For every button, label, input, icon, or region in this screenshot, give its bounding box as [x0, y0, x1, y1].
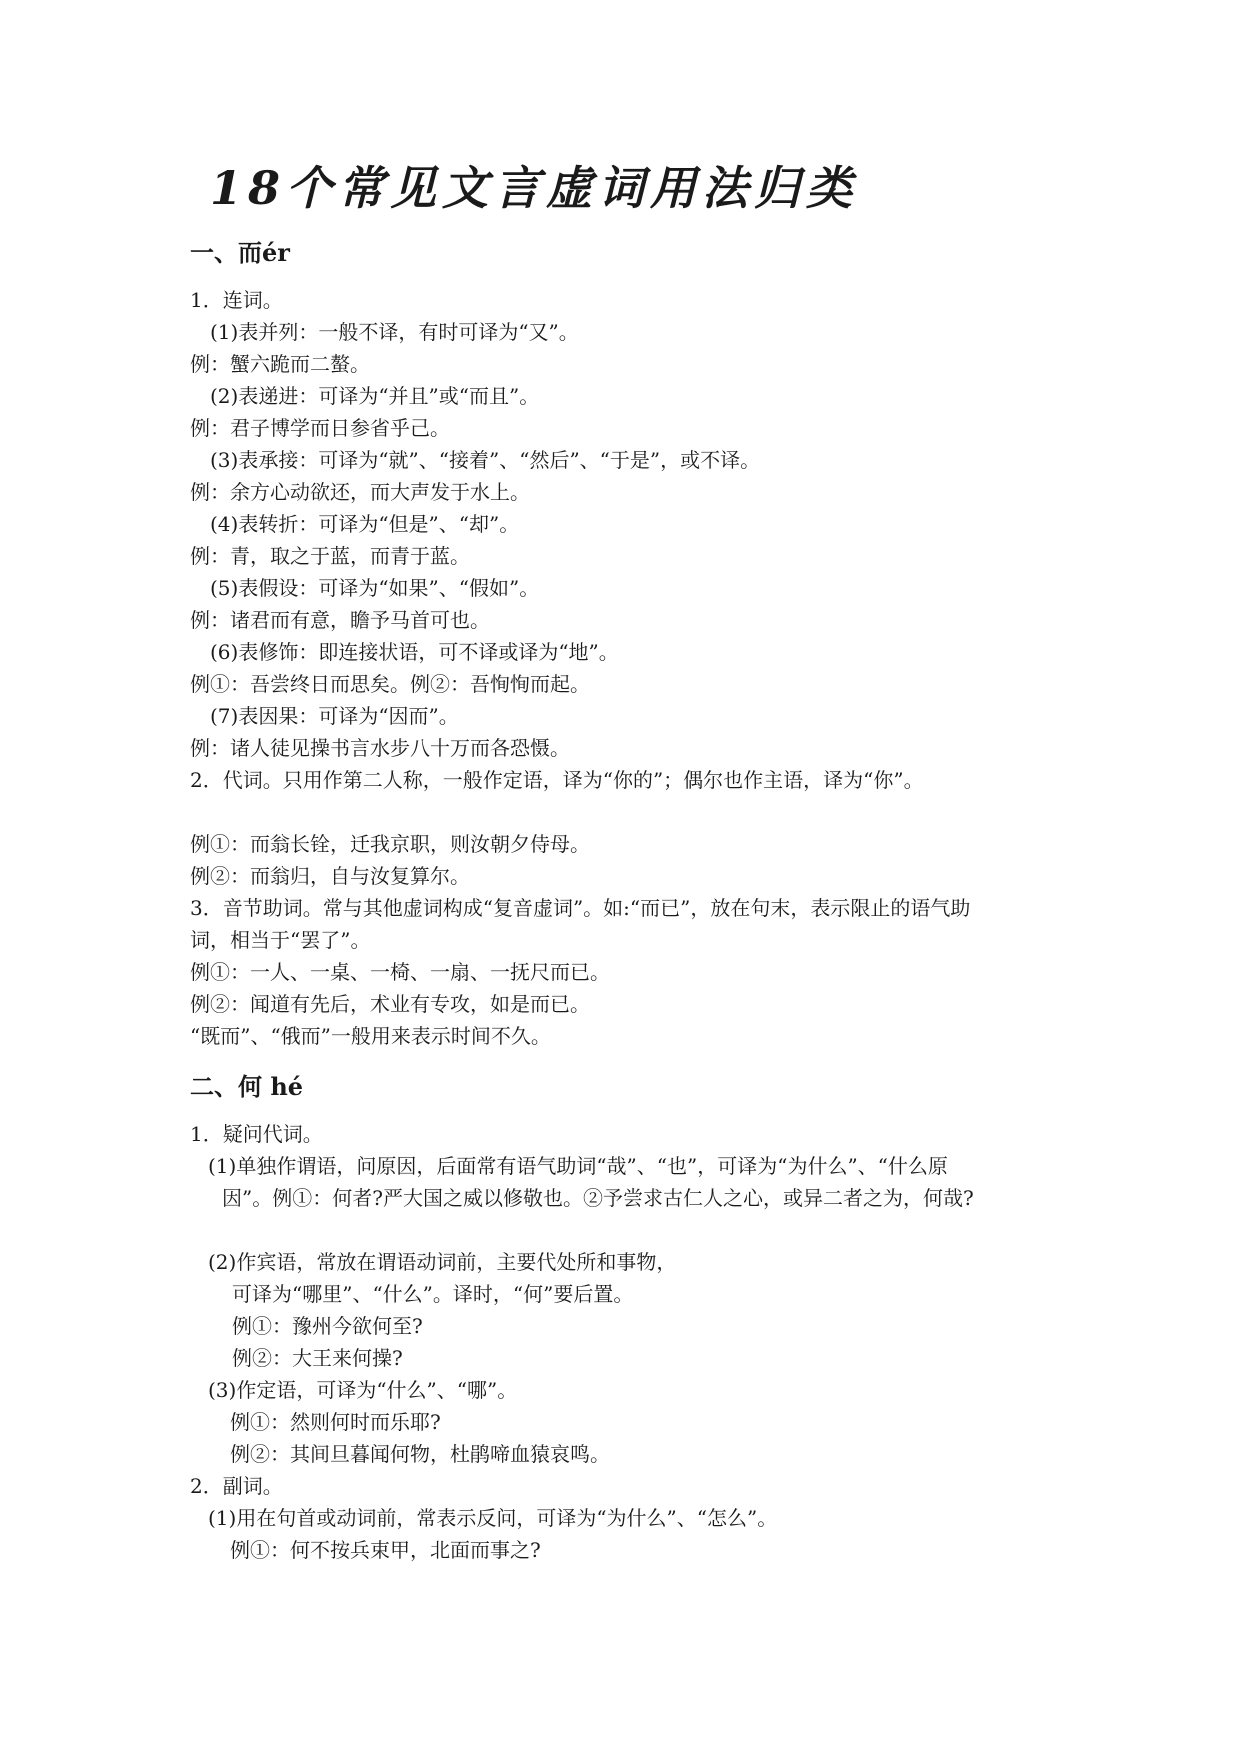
text-line: 例：诸人徒见操书言水步八十万而各恐慑。: [190, 736, 570, 760]
text-line: 例①：吾尝终日而思矣。例②：吾恂恂而起。: [190, 672, 590, 696]
text-line: 例：诸君而有意，瞻予马首可也。: [190, 608, 490, 632]
text-line: 例：蟹六跪而二螯。: [190, 352, 370, 376]
text-line: (3)表承接：可译为“就”、“接着”、“然后”、“于是”，或不译。: [210, 448, 761, 472]
text-line: (7)表因果：可译为“因而”。: [210, 704, 459, 728]
text-line: (1)表并列：一般不译，有时可译为“又”。: [210, 320, 579, 344]
text-line: 3．音节助词。常与其他虚词构成“复音虚词”。如:“而已”，放在句末，表示限止的语气助: [190, 896, 971, 920]
text-line: 例②：闻道有先后，术业有专攻，如是而已。: [190, 992, 590, 1016]
text-line: 例①：而翁长铨，迁我京职，则汝朝夕侍母。: [190, 832, 590, 856]
text-line: (2)表递进：可译为“并且”或“而且”。: [210, 384, 540, 408]
text-line: 例①：何不按兵束甲，北面而事之?: [230, 1538, 541, 1562]
text-line: (6)表修饰：即连接状语，可不译或译为“地”。: [210, 640, 619, 664]
text-line: 可译为“哪里”、“什么”。译时，“何”要后置。: [232, 1282, 634, 1306]
text-line: (1)单独作谓语，问原因，后面常有语气助词“哉”、“也”，可译为“为什么”、“什么原: [208, 1154, 948, 1178]
text-line: 例②：而翁归，自与汝复算尔。: [190, 864, 470, 888]
text-line: 1．连词。: [190, 288, 283, 312]
text-line: (3)作定语，可译为“什么”、“哪”。: [208, 1378, 518, 1402]
text-line: 词，相当于“罢了”。: [190, 928, 371, 952]
text-line: 例②：大王来何操?: [232, 1346, 403, 1370]
text-line: 例①：然则何时而乐耶?: [230, 1410, 441, 1434]
text-line: 例：君子博学而日参省乎己。: [190, 416, 450, 440]
text-line: 例①：豫州今欲何至?: [232, 1314, 423, 1338]
text-line: 例：余方心动欲还，而大声发于水上。: [190, 480, 530, 504]
text-line: (2)作宾语，常放在谓语动词前，主要代处所和事物，: [208, 1250, 677, 1274]
section-heading-er: 一、而ér: [190, 238, 290, 267]
text-line: 2．代词。只用作第二人称，一般作定语，译为“你的”；偶尔也作主语，译为“你”。: [190, 768, 924, 792]
text-line: “既而”、“俄而”一般用来表示时间不久。: [190, 1024, 551, 1048]
text-line: 1．疑问代词。: [190, 1122, 323, 1146]
text-line: 例①：一人、一桌、一椅、一扇、一抚尺而已。: [190, 960, 610, 984]
page-title: 18个常见文言虚词用法归类: [210, 161, 859, 215]
text-line: 例：青，取之于蓝，而青于蓝。: [190, 544, 470, 568]
section-heading-he: 二、何 hé: [190, 1072, 304, 1101]
text-line: (4)表转折：可译为“但是”、“却”。: [210, 512, 520, 536]
text-line: (1)用在句首或动词前，常表示反问，可译为“为什么”、“怎么”。: [208, 1506, 778, 1530]
text-line: 因”。例①：何者?严大国之威以修敬也。②予尝求古仁人之心，或异二者之为，何哉?: [222, 1186, 974, 1210]
text-line: 2．副词。: [190, 1474, 283, 1498]
text-line: 例②：其间旦暮闻何物，杜鹃啼血猿哀鸣。: [230, 1442, 610, 1466]
text-line: (5)表假设：可译为“如果”、“假如”。: [210, 576, 540, 600]
